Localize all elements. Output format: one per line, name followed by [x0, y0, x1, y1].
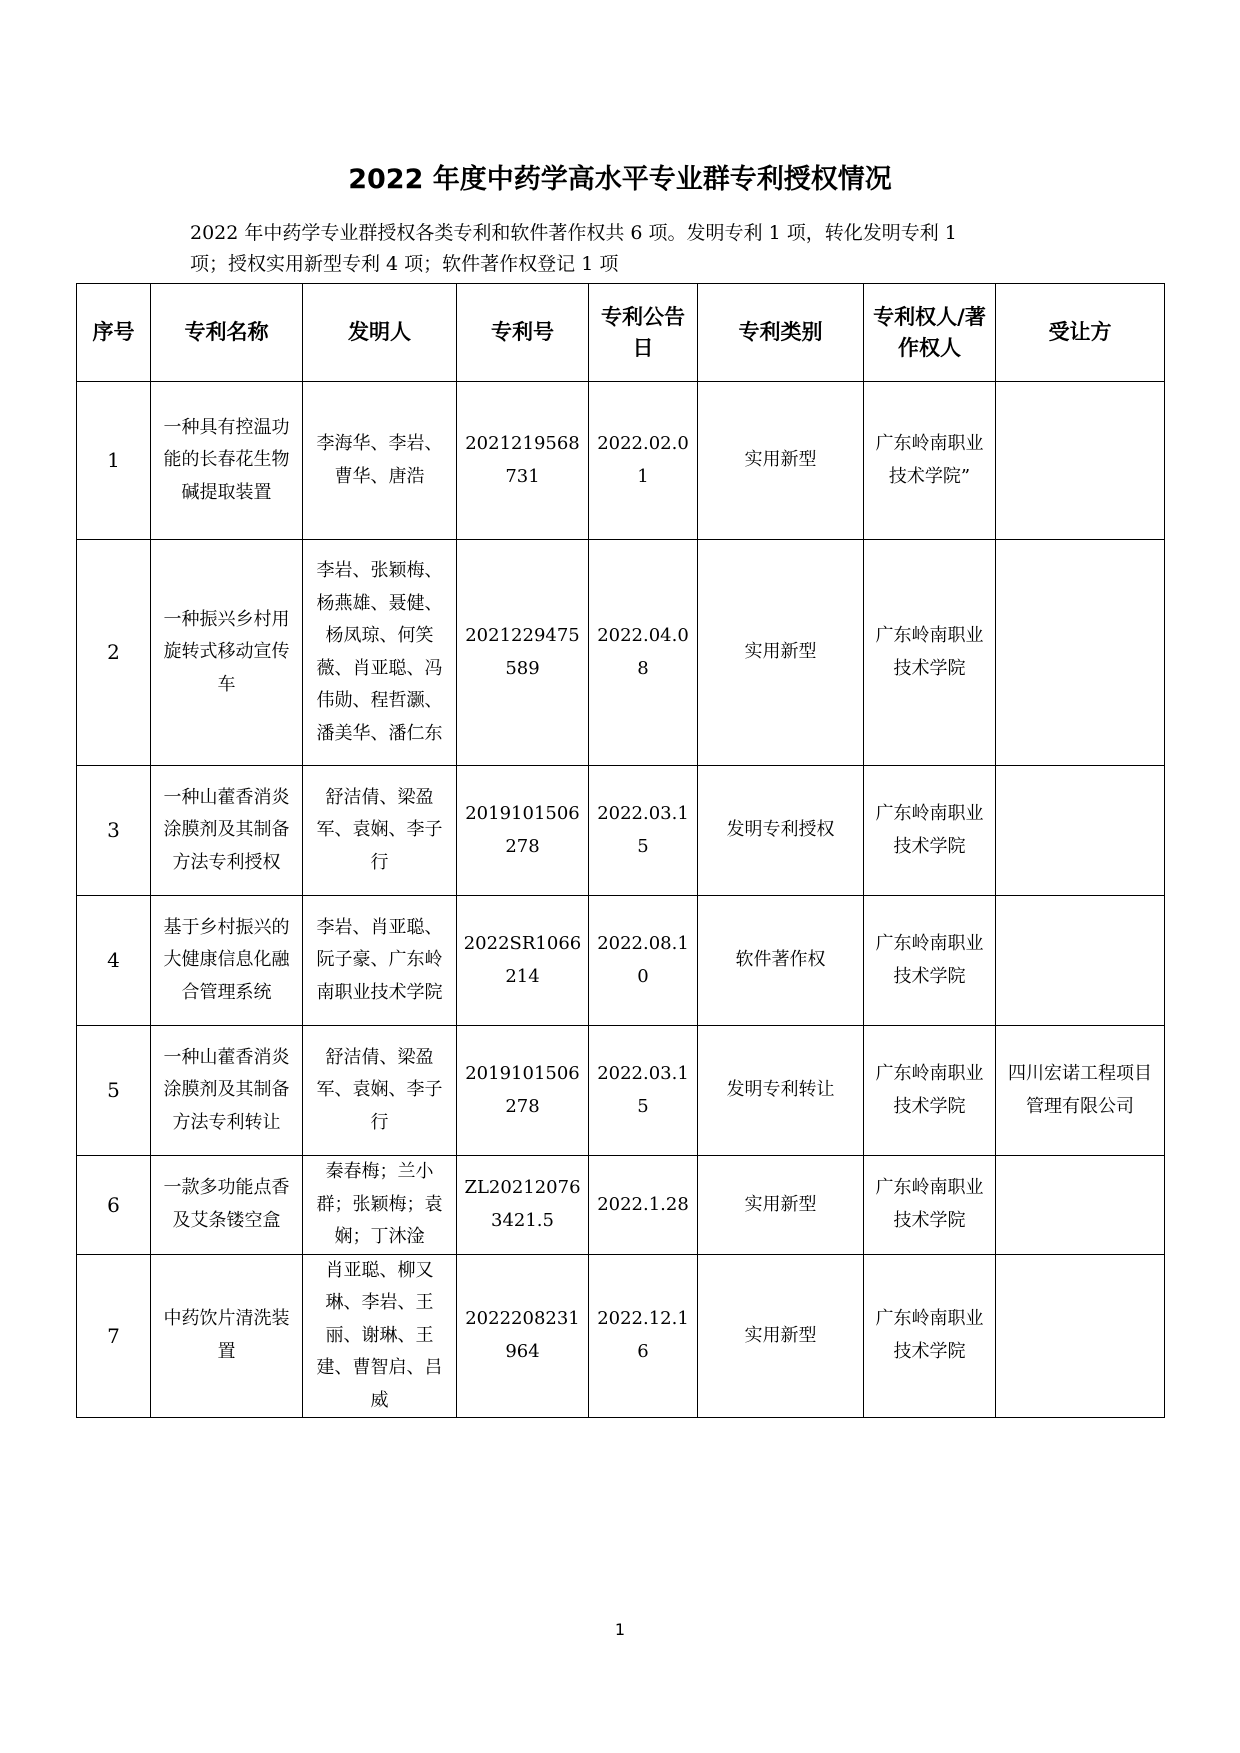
header-cell: 序号 — [77, 284, 151, 382]
cell-category: 实用新型 — [698, 1254, 864, 1418]
table-row — [77, 1254, 1165, 1418]
cell-category: 实用新型 — [698, 1156, 864, 1255]
cell-date: 2022.12.16 — [589, 1254, 698, 1418]
cell-no: 7 — [77, 1254, 151, 1418]
header-cell: 受让方 — [996, 284, 1165, 382]
table-row — [77, 540, 1165, 766]
cell-date: 2022.03.15 — [589, 1026, 698, 1156]
cell-inventors: 舒洁倩、梁盈军、袁娴、李子行 — [303, 1026, 457, 1156]
cell-owner: 广东岭南职业技术学院 — [864, 540, 996, 766]
header-cell: 发明人 — [303, 284, 457, 382]
cell-name: 基于乡村振兴的大健康信息化融合管理系统 — [151, 896, 303, 1026]
table-row — [77, 766, 1165, 896]
table-row — [77, 382, 1165, 540]
table-row — [77, 1026, 1165, 1156]
cell-owner: 广东岭南职业技术学院 — [864, 896, 996, 1026]
cell-inventors: 李岩、张颖梅、杨燕雄、聂健、杨凤琼、何笑薇、肖亚聪、冯伟勋、程哲灏、潘美华、潘仁东 — [303, 540, 457, 766]
cell-name: 一款多功能点香及艾条镂空盒 — [151, 1156, 303, 1255]
table-row — [77, 896, 1165, 1026]
cell-inventors: 李海华、李岩、曹华、唐浩 — [303, 382, 457, 540]
cell-patent-no: 2019101506278 — [457, 766, 589, 896]
header-cell: 专利类别 — [698, 284, 864, 382]
header-cell: 专利公告日 — [589, 284, 698, 382]
intro-paragraph — [190, 218, 1070, 280]
cell-date: 2022.02.01 — [589, 382, 698, 540]
cell-name: 一种山藿香消炎涂膜剂及其制备方法专利转让 — [151, 1026, 303, 1156]
cell-inventors: 秦春梅；兰小群；张颖梅；袁娴；丁沐淦 — [303, 1156, 457, 1255]
cell-assignee — [996, 766, 1165, 896]
table-row — [77, 1156, 1165, 1255]
cell-inventors: 李岩、肖亚聪、阮子豪、广东岭南职业技术学院 — [303, 896, 457, 1026]
cell-name: 中药饮片清洗装置 — [151, 1254, 303, 1418]
cell-name: 一种山藿香消炎涂膜剂及其制备方法专利授权 — [151, 766, 303, 896]
cell-no: 2 — [77, 540, 151, 766]
cell-category: 实用新型 — [698, 540, 864, 766]
cell-assignee: 四川宏诺工程项目管理有限公司 — [996, 1026, 1165, 1156]
cell-date: 2022.04.08 — [589, 540, 698, 766]
intro-line-1: 2022 年中药学专业群授权各类专利和软件著作权共 6 项。发明专利 1 项，转化发明专利 1 — [190, 222, 957, 244]
table-header-row — [77, 284, 1165, 382]
cell-patent-no: 2021229475589 — [457, 540, 589, 766]
cell-assignee — [996, 382, 1165, 540]
cell-no: 1 — [77, 382, 151, 540]
cell-no: 5 — [77, 1026, 151, 1156]
cell-assignee — [996, 896, 1165, 1026]
cell-patent-no: 2022SR1066214 — [457, 896, 589, 1026]
header-cell: 专利权人/著作权人 — [864, 284, 996, 382]
page-number: 1 — [614, 1620, 626, 1639]
header-cell: 专利名称 — [151, 284, 303, 382]
cell-assignee — [996, 1156, 1165, 1255]
cell-no: 6 — [77, 1156, 151, 1255]
cell-owner: 广东岭南职业技术学院 — [864, 1254, 996, 1418]
cell-name: 一种振兴乡村用旋转式移动宣传车 — [151, 540, 303, 766]
cell-owner: 广东岭南职业技术学院 — [864, 1156, 996, 1255]
cell-inventors: 肖亚聪、柳又琳、李岩、王丽、谢琳、王建、曹智启、吕威 — [303, 1254, 457, 1418]
cell-owner: 广东岭南职业技术学院 — [864, 766, 996, 896]
cell-category: 软件著作权 — [698, 896, 864, 1026]
cell-assignee — [996, 540, 1165, 766]
header-cell: 专利号 — [457, 284, 589, 382]
cell-category: 实用新型 — [698, 382, 864, 540]
cell-name: 一种具有控温功能的长春花生物碱提取装置 — [151, 382, 303, 540]
cell-date: 2022.08.10 — [589, 896, 698, 1026]
page-title: 2022 年度中药学高水平专业群专利授权情况 — [348, 164, 892, 195]
cell-patent-no: 2021219568731 — [457, 382, 589, 540]
cell-date: 2022.1.28 — [589, 1156, 698, 1255]
cell-owner: 广东岭南职业技术学院 — [864, 1026, 996, 1156]
cell-assignee — [996, 1254, 1165, 1418]
cell-patent-no: ZL202120763421.5 — [457, 1156, 589, 1255]
cell-category: 发明专利转让 — [698, 1026, 864, 1156]
cell-inventors: 舒洁倩、梁盈军、袁娴、李子行 — [303, 766, 457, 896]
cell-no: 3 — [77, 766, 151, 896]
cell-patent-no: 2022208231964 — [457, 1254, 589, 1418]
cell-category: 发明专利授权 — [698, 766, 864, 896]
cell-patent-no: 2019101506278 — [457, 1026, 589, 1156]
patent-table — [76, 283, 1165, 1418]
cell-date: 2022.03.15 — [589, 766, 698, 896]
intro-line-2: 项；授权实用新型专利 4 项；软件著作权登记 1 项 — [190, 253, 619, 275]
cell-no: 4 — [77, 896, 151, 1026]
cell-owner: 广东岭南职业技术学院” — [864, 382, 996, 540]
